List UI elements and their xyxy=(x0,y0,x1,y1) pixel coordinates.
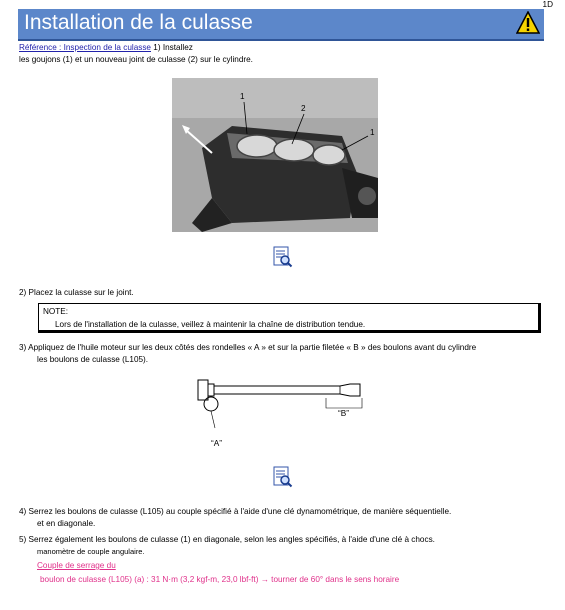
title-bar xyxy=(18,9,544,41)
step3-line1: 3) Appliquez de l'huile moteur sur les deux côtés des rondelles « A » et sur la partie filetée « B » des boulons avant du cylindre xyxy=(19,343,477,352)
callout-1-left: 1 xyxy=(240,92,245,101)
cylinder-photo xyxy=(172,78,378,232)
note-label: NOTE: xyxy=(43,307,69,316)
step2-text: 2) Placez la culasse sur le joint. xyxy=(19,288,134,297)
step4-line1: 4) Serrez les boulons de culasse (L105) au couple spécifié à l'aide d'une clé dynamométrique, de manière séquentielle. xyxy=(19,507,452,516)
step1-text: les goujons (1) et un nouveau joint de culasse (2) sur le cylindre. xyxy=(19,55,253,64)
step4-line2: et en diagonale. xyxy=(37,519,96,528)
label-a: “A” xyxy=(211,439,222,448)
step5-line1: 5) Serrez également les boulons de culasse (1) en diagonale, selon les angles spécifiés, à l'aide d'une clé à chocs. xyxy=(19,535,435,544)
callout-2: 2 xyxy=(301,104,306,113)
label-b: “B” xyxy=(338,409,349,418)
warning-triangle-icon xyxy=(516,11,540,35)
note-text: Lors de l'installation de la culasse, veillez à maintenir la chaîne de distribution tendue. xyxy=(55,320,366,329)
engine-illustration xyxy=(172,78,378,232)
torque-heading-link[interactable]: Couple de serrage du xyxy=(37,561,116,570)
step1-prefix: 1) Installez xyxy=(153,43,193,52)
magnify-document-icon[interactable] xyxy=(273,466,293,488)
callout-1-right: 1 xyxy=(370,128,375,137)
page-title: Installation de la culasse xyxy=(24,11,253,34)
step5-line2: manomètre de couple angulaire. xyxy=(37,547,145,556)
note-box xyxy=(38,303,541,333)
torque-spec: boulon de culasse (L105) (a) : 31 N·m (3,2 kgf-m, 23,0 lbf-ft) → tourner de 60° dans le sens horaire xyxy=(40,575,400,584)
magnify-document-icon[interactable] xyxy=(273,246,293,268)
reference-link[interactable]: Référence : Inspection de la culasse xyxy=(19,43,151,52)
bolt-diagram xyxy=(190,374,370,434)
page-number: 1D xyxy=(542,0,553,9)
reference-line xyxy=(19,43,193,53)
step3-line2: les boulons de culasse (L105). xyxy=(37,355,149,364)
